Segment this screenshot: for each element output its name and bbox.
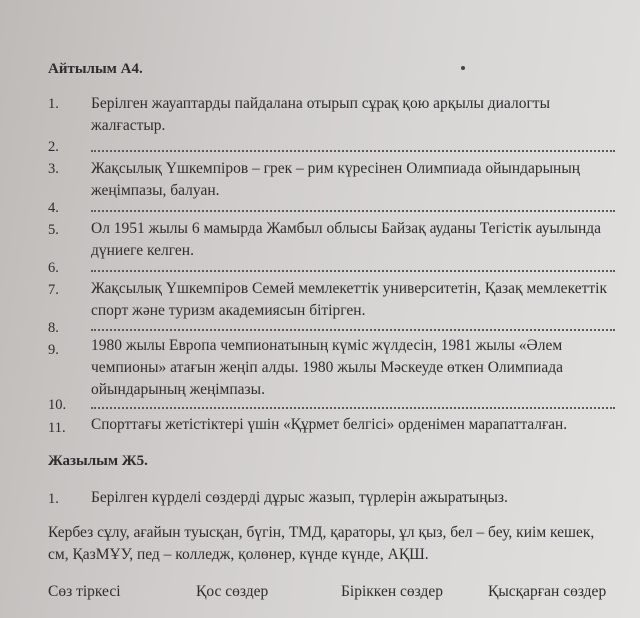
- item-number: 7.: [48, 282, 59, 298]
- section-title-a4: Айтылым А4.: [48, 61, 143, 77]
- item-text: Ол 1951 жылы 6 мамырда Жамбыл облысы Байзақ ауданы Тегістік ауылында дүниеге келген.: [91, 220, 602, 259]
- paper-speck: [461, 66, 465, 70]
- item-number: 4.: [48, 200, 59, 216]
- item-number: 8.: [48, 320, 59, 336]
- task-instruction: Берілген күрделі сөздерді дұрыс жазып, түрлерін ажыратыңыз.: [91, 489, 508, 506]
- category-phrase: Сөз тіркесі: [48, 583, 121, 600]
- category-paired-words: Қос сөздер: [196, 583, 269, 600]
- item-number: 1.: [48, 96, 59, 112]
- item-number: 11.: [48, 420, 66, 436]
- item-number: 10.: [48, 397, 67, 413]
- answer-blank-line[interactable]: [91, 407, 615, 409]
- item-number: 2.: [48, 139, 59, 155]
- answer-blank-line[interactable]: [91, 150, 615, 152]
- category-compound-words: Біріккен сөздер: [341, 583, 443, 600]
- item-number: 5.: [48, 222, 59, 238]
- section-title-zh5: Жазылым Ж5.: [48, 453, 148, 469]
- answer-blank-line[interactable]: [91, 329, 615, 331]
- item-number: 3.: [48, 161, 59, 177]
- task-number: 1.: [48, 491, 59, 507]
- category-abbreviations: Қысқарған сөздер: [488, 583, 607, 600]
- item-number: 9.: [48, 342, 59, 358]
- item-text: Жақсылық Үшкемпіров Семей мемлекеттік университетін, Қазақ мемлекеттік спорт және туризм академиясын бітірген.: [91, 280, 607, 319]
- item-text: Спорттағы жетістіктері үшін «Құрмет белгісі» орденімен марапатталған.: [91, 416, 568, 433]
- item-number: 6.: [48, 260, 59, 276]
- word-list: Кербез сұлу, ағайын туысқан, бүгін, ТМД, қараторы, ұл қыз, бел – беу, киім кешек, см, ҚазМҰУ, пед – колледж, қолөнер, күнде күнде, АҚШ.: [48, 524, 595, 563]
- item-text: 1980 жылы Европа чемпионатының күміс жүлдесін, 1981 жылы «Әлем чемпионы» атағын жеңіп алды. 1980 жылы Мәскеуде өткен Олимпиада ойындарының жеңімпазы.: [91, 337, 563, 398]
- answer-blank-line[interactable]: [91, 270, 615, 272]
- answer-blank-line[interactable]: [91, 210, 615, 212]
- item-text: Жақсылық Үшкемпіров – грек – рим күресінен Олимпиада ойындарының жеңімпазы, балуан.: [91, 160, 581, 199]
- item-text: Берілген жауаптарды пайдалана отырып сұрақ қою арқылы диалогты жалғастыр.: [91, 95, 550, 134]
